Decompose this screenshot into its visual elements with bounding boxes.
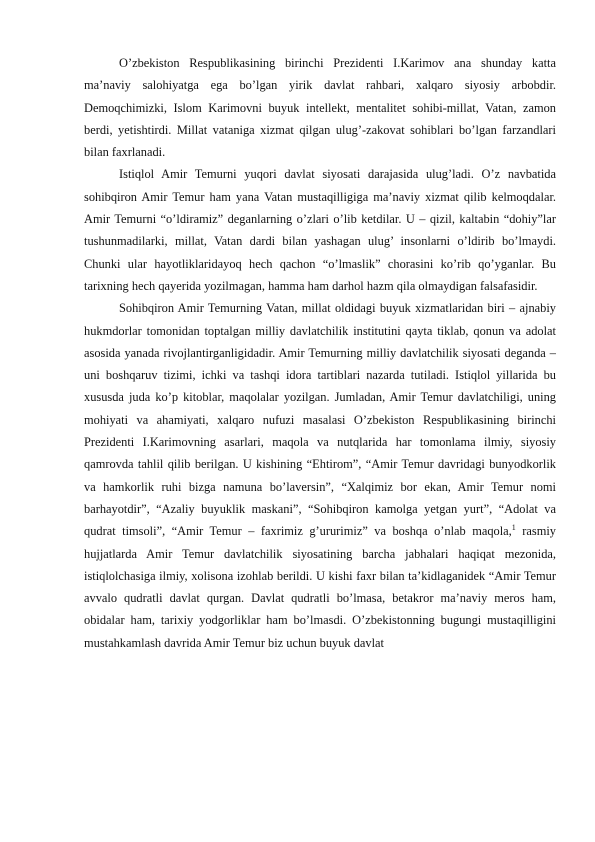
footnote-reference[interactable]: 1 <box>511 523 516 533</box>
paragraph-istiqlol-amir-temur: Istiqlol Amir Temurni yuqori davlat siyosati darajasida ulug’ladi. O’z navbatida sohibqiron Amir Temur ham yana Vatan mustaqilligiga ma’naviy xizmat qilib kelmoqdalar. Amir Temurni “o’ldiramiz” deganlarning o’zlari o’lib ketdilar. U – qizil, kaltabin “dohiy”lar tushunmadilarki, millat, Vatan dardi bilan yashagan ulug’ insonlarni o’ldirib bo’lmaydi. Chunki ular hayotliklaridayoq hech qachon “o’lmaslik” chorasini ko’rib qo’yganlar. Bu tarixning hech qayerida yozilmagan, hamma ham darhol hazm qila olmaydigan falsafasidir. <box>84 167 556 293</box>
paragraph-text-after-footnote: rasmiy hujjatlarda Amir Temur davlatchilik siyosatining barcha jabhalari haqiqat mezonida, istiqlolchasiga ilmiy, xolisona izohlab berildi. U kishi faxr bilan ta’kidlaganidek “Amir Temur avvalo qudratli davlat qurgan. Davlat qudratli bo’lmasa, betakror ma’naviy meros ham, obidalar ham, tarixiy yodgorliklar ham bo’lmasdi. O’zbekistonning bugungi mustaqilligini mustahkamlash davrida Amir Temur biz uchun buyuk davlat <box>84 524 556 650</box>
paragraph-text-before-footnote: Sohibqiron Amir Temurning Vatan, millat oldidagi buyuk xizmatlaridan biri – ajnabiy hukmdorlar tomonidan toptalgan milliy davlatchilik institutini qayta tiklab, qonun va adolat asosida yanada rivojlantirganligidadir. Amir Temurning milliy davlatchilik siyosati deganda – uni boshqaruv tizimi, ichki va tashqi idora tartiblari nazarda tutiladi. Istiqlol yillarida bu xususda juda ko’p kitoblar, maqolalar yozilgan. Jumladan, Amir Temur davlatchiligi, uning mohiyati va ahamiyati, xalqaro nufuzi masalasi O’zbekiston Respublikasining birinchi Prezidenti I.Karimovning asarlari, maqola va nutqlarida har tomonlama ilmiy, siyosiy qamrovda tahlil qilib berilgan. U kishining “Ehtirom”, “Amir Temur davridagi bunyodkorlik va hamkorlik ruhi bizga namuna bo’laversin”, “Xalqimiz bor ekan, Amir Temur nomi barhayotdir”, “Azaliy buyuklik maskani”, “Sohibqiron kamolga yetgan yurt”, “Adolat va qudrat timsoli”, “Amir Temur – faxrimiz g’ururimiz” va boshqa o’nlab maqola, <box>84 301 556 539</box>
paragraph-karimov-intro: O’zbekiston Respublikasining birinchi Prezidenti I.Karimov ana shunday katta ma’naviy salohiyatga ega bo’lgan yirik davlat rahbari, xalqaro siyosiy arbobdir. Demoqchimizki, Islom Karimovni buyuk intellekt, mentalitet sohibi-millat, Vatan, zamon berdi, yetishtirdi. Millat vataniga xizmat qilgan ulug’-zakovat sohiblari bo’lgan farzandlari bilan faxrlanadi. <box>84 56 556 160</box>
document-page <box>84 52 556 654</box>
paragraph-statehood-policy <box>84 297 556 654</box>
